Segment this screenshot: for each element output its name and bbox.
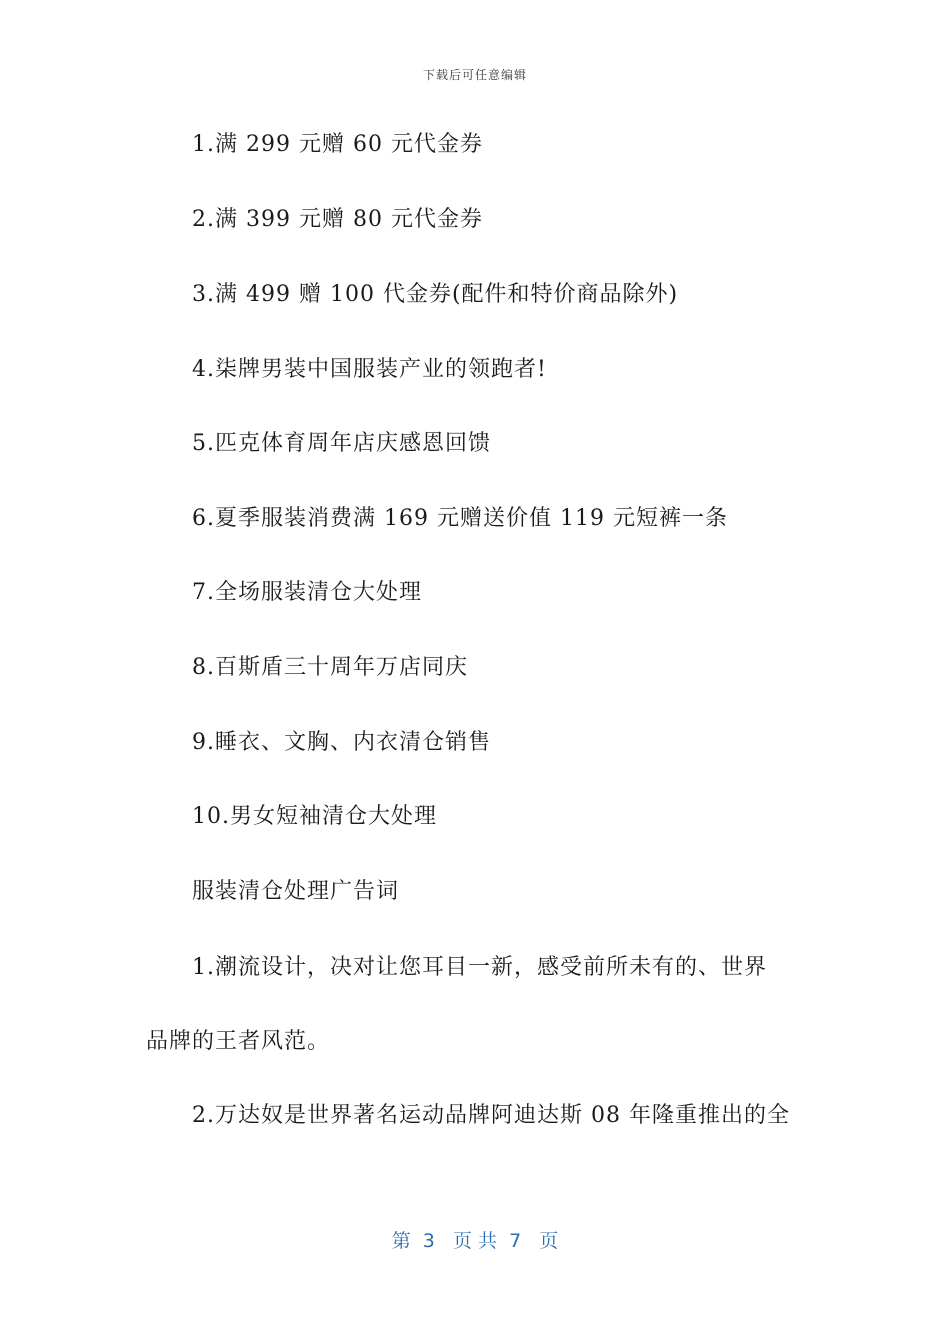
page-number-footer: 第 3 页 共 7 页 <box>391 1230 559 1252</box>
list-item: 10.男女短袖清仓大处理 <box>192 804 437 829</box>
page-header: 下载后可任意编辑 <box>422 68 527 82</box>
list-item: 2.满 399 元赠 80 元代金券 <box>192 207 483 232</box>
list-item: 1.满 299 元赠 60 元代金券 <box>192 132 483 157</box>
list-item: 9.睡衣、文胸、内衣清仓销售 <box>192 730 491 755</box>
paragraph-line: 1.潮流设计，决对让您耳目一新，感受前所未有的、世界 <box>192 955 767 980</box>
list-item: 3.满 499 赠 100 代金券(配件和特价商品除外) <box>192 282 679 307</box>
paragraph-line: 品牌的王者风范。 <box>146 1029 331 1054</box>
list-item: 8.百斯盾三十周年万店同庆 <box>192 655 468 680</box>
list-item: 6.夏季服装消费满 169 元赠送价值 119 元短裤一条 <box>192 506 728 531</box>
paragraph-line: 2.万达奴是世界著名运动品牌阿迪达斯 08 年隆重推出的全 <box>192 1103 790 1128</box>
list-item: 7.全场服装清仓大处理 <box>192 580 422 605</box>
list-item: 5.匹克体育周年店庆感恩回馈 <box>192 431 491 456</box>
list-item: 4.柒牌男装中国服装产业的领跑者! <box>192 357 547 382</box>
section-heading: 服装清仓处理广告词 <box>192 879 400 904</box>
